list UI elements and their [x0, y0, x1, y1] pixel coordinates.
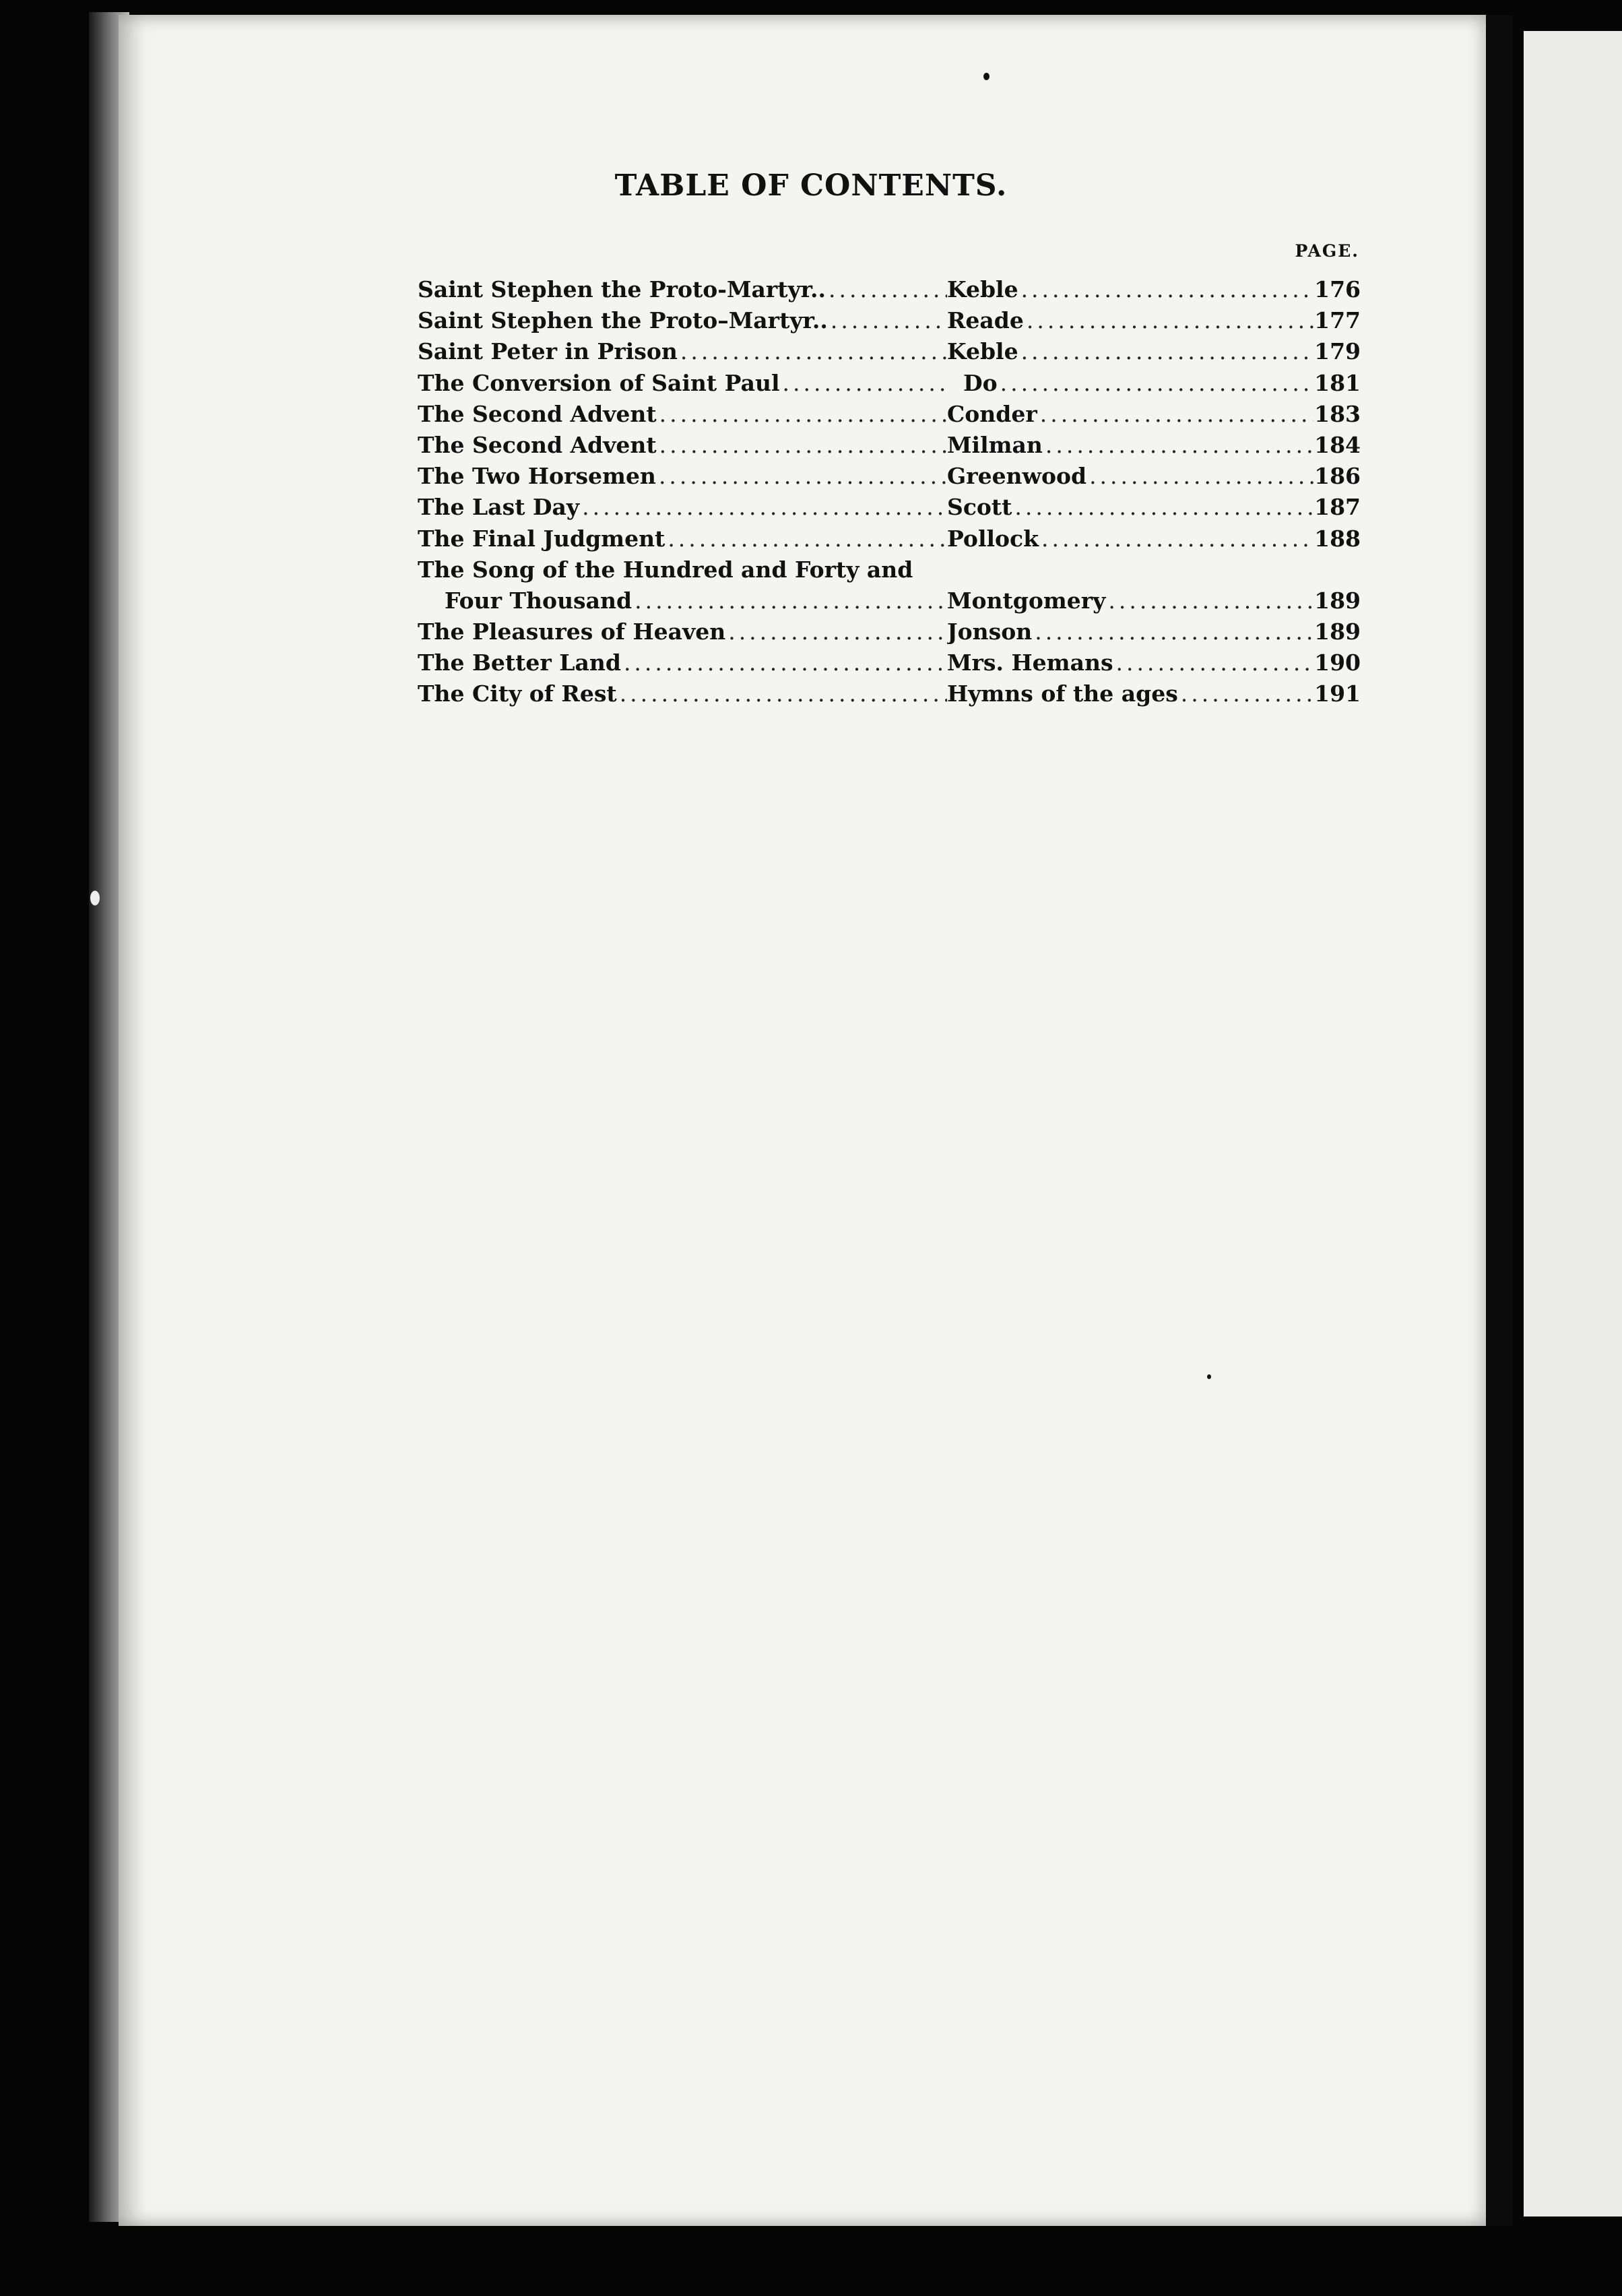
toc-entry	[418, 525, 1361, 556]
leader-dots	[779, 370, 947, 396]
entry-title: The Pleasures of Heaven	[418, 618, 726, 645]
leader-dots	[1018, 338, 1313, 364]
toc-entry-first-line	[418, 556, 1361, 587]
leader-dots	[1105, 587, 1313, 614]
leader-dots	[1018, 276, 1313, 302]
entry-page: 184	[1314, 431, 1361, 458]
entry-title: The City of Rest	[418, 680, 617, 707]
entry-page: 176	[1314, 276, 1361, 302]
entry-author: Mrs. Hemans	[947, 649, 1113, 676]
entry-author: Pollock	[947, 525, 1039, 552]
entry-page: 187	[1314, 494, 1361, 521]
leader-dots	[1039, 525, 1313, 552]
toc-entry	[418, 432, 1361, 463]
entry-title: The Conversion of Saint Paul	[418, 369, 780, 396]
leader-dots	[665, 525, 947, 552]
entry-title: Saint Stephen the Proto–Martyr..	[418, 307, 828, 334]
entry-title: The Final Judgment	[418, 525, 666, 552]
toc-list	[418, 276, 1361, 712]
entry-author: Keble	[947, 276, 1018, 302]
leader-dots	[1113, 649, 1313, 676]
page-column-header: PAGE.	[1295, 241, 1359, 261]
leader-dots	[725, 618, 947, 645]
entry-title: The Second Advent	[418, 431, 657, 458]
entry-page: 179	[1314, 338, 1361, 365]
entry-title-continued: Four Thousand	[445, 587, 632, 614]
entry-page: 186	[1314, 463, 1361, 490]
toc-entry	[418, 494, 1361, 525]
toc-entry	[418, 401, 1361, 432]
leader-dots	[678, 338, 947, 364]
entry-author: Keble	[947, 338, 1018, 365]
entry-author: Do	[963, 369, 998, 396]
leader-dots	[621, 649, 947, 676]
entry-title: Saint Peter in Prison	[418, 338, 678, 365]
leader-dots	[1086, 463, 1313, 489]
toc-entry	[418, 338, 1361, 369]
entry-author: Greenwood	[947, 463, 1087, 490]
ink-speck	[1207, 1374, 1211, 1379]
leader-dots	[1043, 432, 1313, 458]
paper-tear	[90, 891, 100, 905]
entry-page: 189	[1314, 618, 1361, 645]
entry-page: 190	[1314, 649, 1361, 676]
leader-dots	[828, 307, 947, 333]
entry-page: 181	[1314, 369, 1361, 396]
entry-page: 188	[1314, 525, 1361, 552]
entry-page: 191	[1314, 680, 1361, 707]
entry-author: Montgomery	[947, 587, 1106, 614]
entry-page: 177	[1314, 307, 1361, 334]
page-edge	[1486, 15, 1513, 2226]
leader-dots	[1037, 401, 1313, 427]
next-page-sliver	[1524, 31, 1622, 2217]
leader-dots	[1012, 494, 1313, 520]
toc-entry	[418, 463, 1361, 494]
leader-dots	[579, 494, 947, 520]
toc-entry	[418, 587, 1361, 618]
entry-page: 189	[1314, 587, 1361, 614]
leader-dots	[657, 401, 947, 427]
toc-entry	[418, 680, 1361, 711]
entry-title: The Song of the Hundred and Forty and	[418, 556, 913, 583]
toc-entry	[418, 618, 1361, 649]
toc-entry	[418, 370, 1361, 401]
entry-author: Hymns of the ages	[947, 680, 1178, 707]
entry-title: The Better Land	[418, 649, 621, 676]
leader-dots	[617, 680, 947, 707]
toc-entry	[418, 307, 1361, 338]
entry-page: 183	[1314, 400, 1361, 427]
leader-dots	[632, 587, 947, 614]
toc-entry	[418, 276, 1361, 307]
leader-dots	[1032, 618, 1313, 645]
entry-title: The Two Horsemen	[418, 463, 656, 490]
ink-speck	[983, 73, 990, 80]
entry-author: Reade	[947, 307, 1024, 334]
entry-title: Saint Stephen the Proto-Martyr..	[418, 276, 826, 302]
leader-dots	[998, 370, 1313, 396]
entry-title: The Second Advent	[418, 400, 657, 427]
entry-author: Jonson	[947, 618, 1033, 645]
leader-dots	[1178, 680, 1313, 707]
leader-dots	[1024, 307, 1313, 333]
toc-title: TABLE OF CONTENTS.	[614, 168, 1008, 203]
entry-author: Milman	[947, 431, 1043, 458]
leader-dots	[656, 463, 947, 489]
leader-dots	[826, 276, 947, 302]
leader-dots	[657, 432, 947, 458]
entry-author: Scott	[947, 494, 1012, 521]
entry-title: The Last Day	[418, 494, 580, 521]
toc-entry	[418, 649, 1361, 680]
entry-author: Conder	[947, 400, 1037, 427]
